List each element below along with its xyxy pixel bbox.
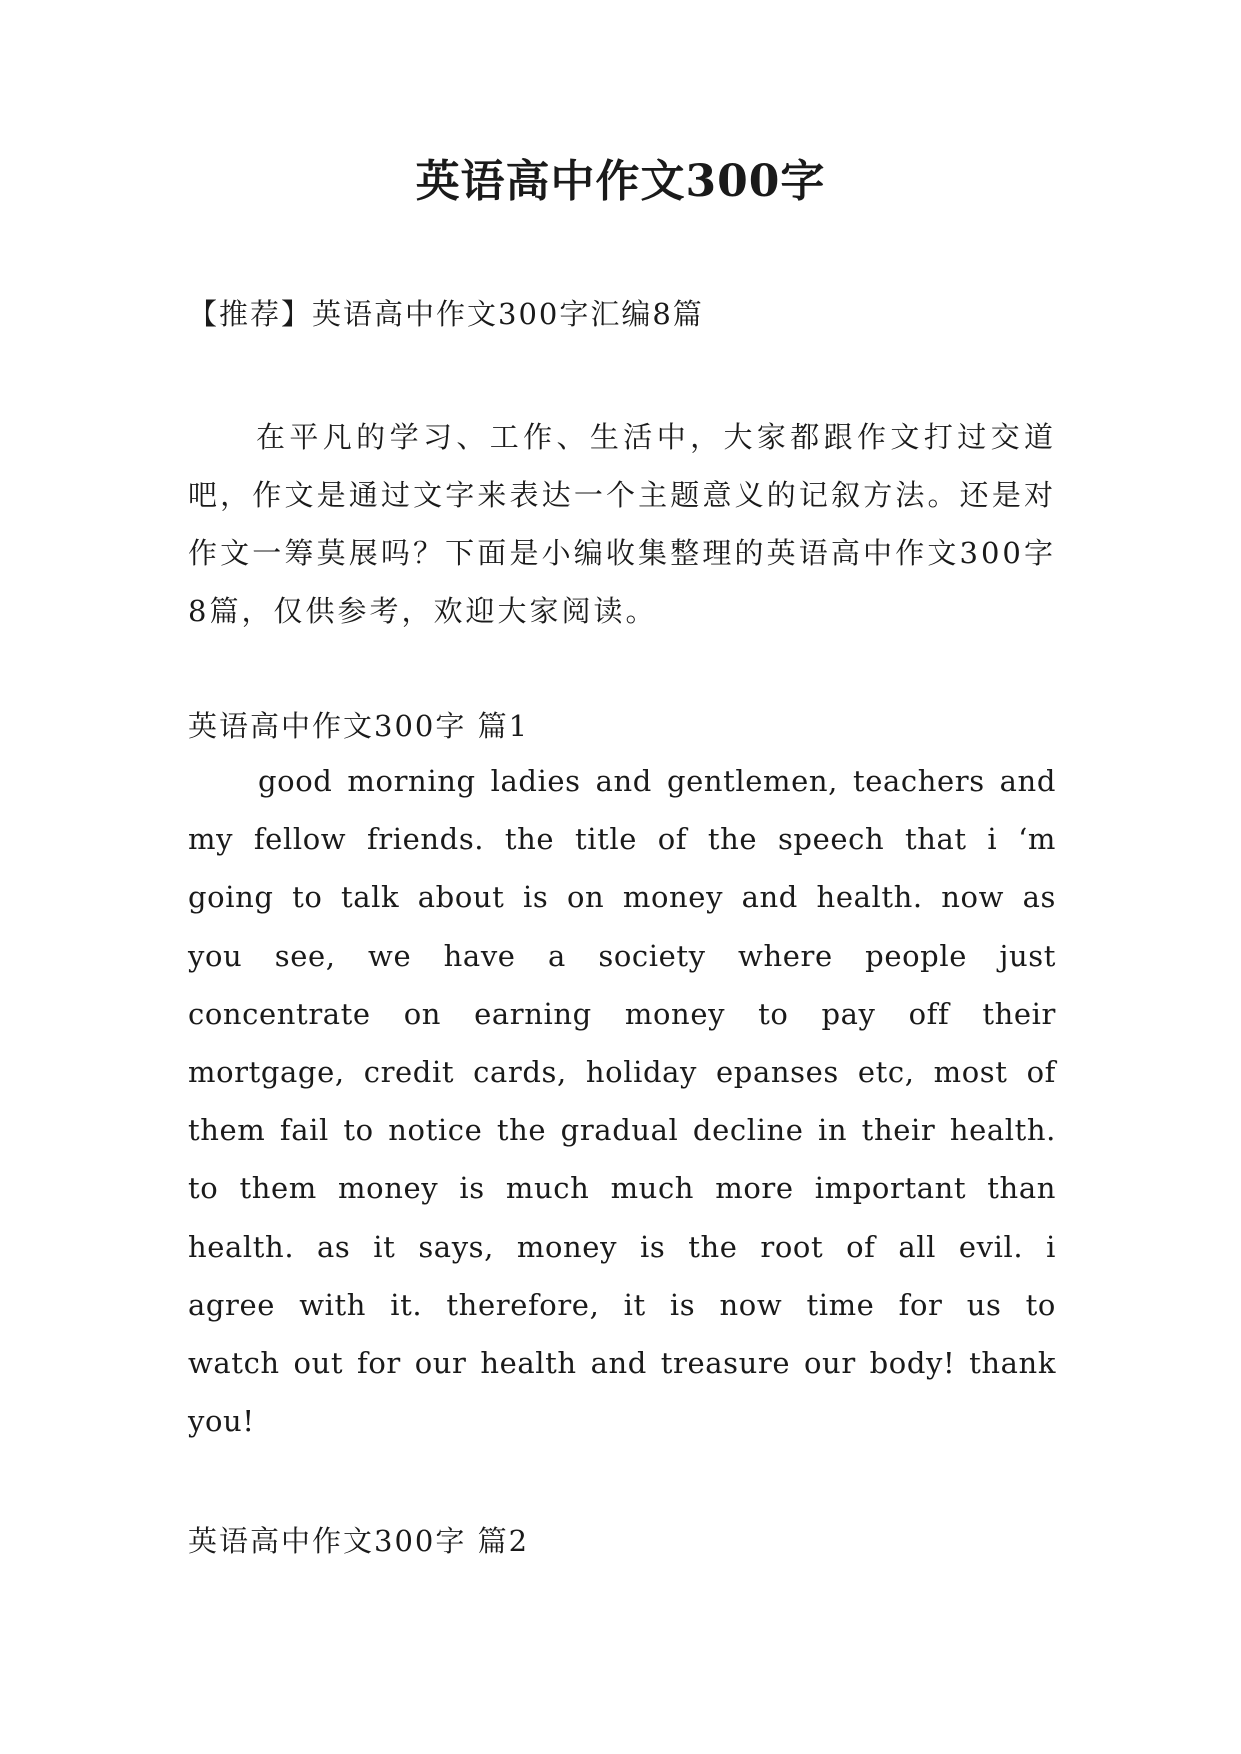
- section-heading-1: 英语高中作文300字 篇1: [188, 709, 530, 743]
- section-heading-2: 英语高中作文300字 篇2: [188, 1524, 530, 1558]
- document-title: 英语高中作文300字: [415, 156, 826, 207]
- intro-paragraph: 在平凡的学习、工作、生活中，大家都跟作文打过交道吧，作文是通过文字来表达一个主题意义的记叙方法。还是对作文一筹莫展吗？下面是小编收集整理的英语高中作文300字8篇，仅供参考，欢迎大家阅读。: [188, 420, 1056, 628]
- essay-paragraph-1: good morning ladies and gentlemen, teachers and my fellow friends. the title of the speech that i ‘m going to talk about is on money and health. now as you see, we have a society where people just concentrate on earning money to pay off their mortgage, credit cards, holiday epanses etc, most of them fail to notice the gradual decline in their health. to them money is much much more important than health. as it says, money is the root of all evil. i agree with it. therefore, it is now time for us to watch out for our health and treasure our body! thank you!: [188, 764, 1056, 1439]
- document-subtitle: 【推荐】英语高中作文300字汇编8篇: [188, 297, 704, 331]
